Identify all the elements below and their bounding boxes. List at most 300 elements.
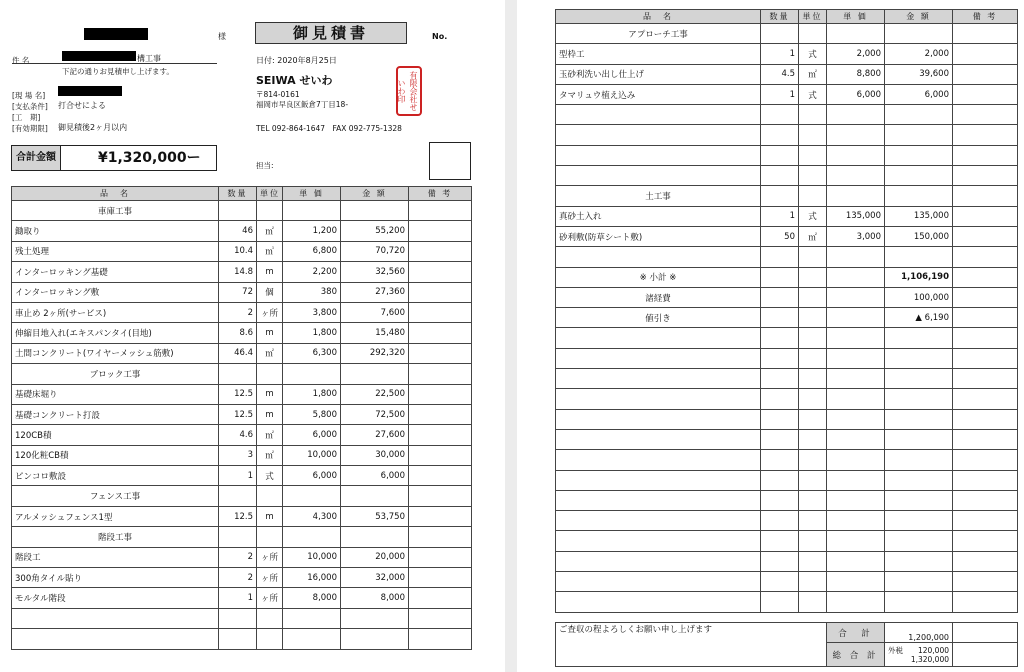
item-qty: 4.5 bbox=[761, 64, 799, 84]
item-name: 砂利敷(防草シート敷) bbox=[556, 226, 761, 246]
item-price bbox=[827, 490, 885, 510]
table-row bbox=[556, 551, 1018, 571]
estimate-page-1 bbox=[0, 0, 505, 672]
item-name: 玉砂利洗い出し仕上げ bbox=[556, 64, 761, 84]
item-amount: 72,500 bbox=[341, 404, 409, 424]
item-remarks bbox=[409, 384, 472, 404]
item-price bbox=[827, 308, 885, 328]
item-remarks bbox=[409, 425, 472, 445]
item-name: 鋤取り bbox=[12, 221, 219, 241]
item-price: 5,800 bbox=[283, 404, 341, 424]
item-remarks bbox=[409, 547, 472, 567]
table-row bbox=[556, 206, 1018, 226]
item-qty bbox=[761, 470, 799, 490]
table-row bbox=[12, 588, 472, 608]
table-row bbox=[556, 348, 1018, 368]
item-amount bbox=[885, 105, 953, 125]
item-price: 8,800 bbox=[827, 64, 885, 84]
total-amount-value: ¥1,320,000ー bbox=[98, 150, 201, 166]
item-remarks bbox=[409, 343, 472, 363]
table-row bbox=[556, 64, 1018, 84]
item-name bbox=[556, 450, 761, 470]
item-price: 1,200 bbox=[283, 221, 341, 241]
item-price bbox=[827, 511, 885, 531]
item-unit bbox=[799, 247, 827, 267]
item-price bbox=[827, 328, 885, 348]
item-price: 6,000 bbox=[827, 84, 885, 104]
item-price bbox=[827, 369, 885, 389]
item-remarks bbox=[953, 470, 1018, 490]
item-name bbox=[556, 125, 761, 145]
item-remarks bbox=[409, 466, 472, 486]
item-remarks bbox=[953, 511, 1018, 531]
item-price bbox=[283, 608, 341, 628]
item-amount: 100,000 bbox=[885, 287, 953, 307]
header-item: 品 名 bbox=[556, 10, 761, 24]
item-name: タマリュウ植え込み bbox=[556, 84, 761, 104]
item-amount: 27,600 bbox=[341, 425, 409, 445]
table-row bbox=[556, 511, 1018, 531]
company-name: SEIWA せいわ bbox=[256, 74, 333, 87]
item-amount bbox=[885, 450, 953, 470]
item-unit bbox=[799, 369, 827, 389]
item-name bbox=[556, 389, 761, 409]
item-remarks bbox=[953, 105, 1018, 125]
item-unit bbox=[799, 429, 827, 449]
item-remarks bbox=[409, 445, 472, 465]
item-remarks bbox=[953, 267, 1018, 287]
item-amount bbox=[341, 201, 409, 221]
document-title: 御見積書 bbox=[255, 22, 407, 44]
item-price bbox=[827, 348, 885, 368]
item-remarks bbox=[953, 206, 1018, 226]
item-qty: 46.4 bbox=[219, 343, 257, 363]
field-validity-label: [有効期限] bbox=[12, 124, 48, 133]
item-name: アルメッシュフェンス1型 bbox=[12, 506, 219, 526]
item-qty bbox=[761, 572, 799, 592]
item-name: 車止め 2ヶ所(サービス) bbox=[12, 302, 219, 322]
item-name: 120化粧CB積 bbox=[12, 445, 219, 465]
item-price bbox=[827, 24, 885, 44]
item-name bbox=[556, 105, 761, 125]
item-remarks bbox=[409, 282, 472, 302]
table-row bbox=[556, 186, 1018, 206]
item-unit: m bbox=[257, 384, 283, 404]
item-unit: m bbox=[257, 404, 283, 424]
header-amount: 金 額 bbox=[885, 10, 953, 24]
item-qty bbox=[219, 527, 257, 547]
item-amount bbox=[885, 490, 953, 510]
item-price: 10,000 bbox=[283, 445, 341, 465]
table-row bbox=[12, 506, 472, 526]
item-unit: 式 bbox=[799, 44, 827, 64]
honorific: 様 bbox=[218, 32, 226, 41]
estimate-table-1 bbox=[11, 186, 472, 650]
item-remarks bbox=[409, 486, 472, 506]
item-remarks bbox=[953, 226, 1018, 246]
item-price bbox=[827, 105, 885, 125]
item-amount: 2,000 bbox=[885, 44, 953, 64]
item-unit bbox=[799, 186, 827, 206]
item-name bbox=[556, 592, 761, 612]
field-site-label: [現 場 名] bbox=[12, 91, 46, 100]
item-name: インターロッキング基礎 bbox=[12, 262, 219, 282]
table-row bbox=[12, 486, 472, 506]
table-row bbox=[556, 84, 1018, 104]
header-price: 単 価 bbox=[827, 10, 885, 24]
item-amount bbox=[885, 24, 953, 44]
estimate-table-2 bbox=[555, 9, 1018, 613]
item-remarks bbox=[953, 531, 1018, 551]
item-qty: 50 bbox=[761, 226, 799, 246]
item-qty: 2 bbox=[219, 547, 257, 567]
company-seal: 有限会社せいわ印 bbox=[396, 66, 422, 116]
item-name: 120CB積 bbox=[12, 425, 219, 445]
item-price bbox=[827, 389, 885, 409]
item-amount bbox=[885, 369, 953, 389]
table-row bbox=[556, 308, 1018, 328]
item-remarks bbox=[409, 404, 472, 424]
item-amount: 32,000 bbox=[341, 568, 409, 588]
item-qty: 1 bbox=[219, 466, 257, 486]
item-unit: ㎡ bbox=[257, 425, 283, 445]
item-name bbox=[556, 409, 761, 429]
item-amount bbox=[885, 429, 953, 449]
item-price bbox=[827, 531, 885, 551]
item-unit: m bbox=[257, 262, 283, 282]
item-amount: 22,500 bbox=[341, 384, 409, 404]
item-amount bbox=[885, 470, 953, 490]
item-qty: 2 bbox=[219, 302, 257, 322]
item-remarks bbox=[409, 241, 472, 261]
item-amount: ▲ 6,190 bbox=[885, 308, 953, 328]
item-unit: ヶ所 bbox=[257, 547, 283, 567]
field-payment-label: [支払条件] bbox=[12, 102, 48, 111]
item-remarks bbox=[953, 166, 1018, 186]
item-price: 1,800 bbox=[283, 384, 341, 404]
item-price bbox=[283, 364, 341, 384]
item-amount bbox=[885, 247, 953, 267]
header-item: 品 名 bbox=[12, 187, 219, 201]
item-name bbox=[556, 429, 761, 449]
estimate-page-2 bbox=[517, 0, 1024, 672]
staff-stamp-box bbox=[429, 142, 471, 180]
table-row bbox=[556, 531, 1018, 551]
item-qty bbox=[761, 490, 799, 510]
item-unit bbox=[257, 527, 283, 547]
estimate-footer bbox=[555, 622, 1018, 667]
company-postal: 〒814-0161 bbox=[256, 90, 300, 99]
item-unit bbox=[799, 105, 827, 125]
item-unit bbox=[257, 364, 283, 384]
item-unit: 式 bbox=[799, 206, 827, 226]
item-name bbox=[556, 470, 761, 490]
item-remarks bbox=[409, 221, 472, 241]
item-qty bbox=[761, 328, 799, 348]
item-remarks bbox=[409, 568, 472, 588]
item-unit: ヶ所 bbox=[257, 568, 283, 588]
item-remarks bbox=[953, 125, 1018, 145]
item-price: 135,000 bbox=[827, 206, 885, 226]
item-amount bbox=[885, 592, 953, 612]
table-row bbox=[12, 302, 472, 322]
item-price bbox=[283, 629, 341, 649]
item-unit bbox=[799, 592, 827, 612]
table-row bbox=[556, 125, 1018, 145]
header-unit: 単位 bbox=[257, 187, 283, 201]
item-price: 16,000 bbox=[283, 568, 341, 588]
item-unit bbox=[799, 450, 827, 470]
table-row bbox=[12, 466, 472, 486]
item-qty bbox=[761, 186, 799, 206]
item-name: インターロッキング敷 bbox=[12, 282, 219, 302]
item-qty bbox=[761, 145, 799, 165]
item-remarks bbox=[953, 389, 1018, 409]
table-row bbox=[12, 201, 472, 221]
table-row bbox=[556, 429, 1018, 449]
item-unit: 式 bbox=[257, 466, 283, 486]
item-unit: 個 bbox=[257, 282, 283, 302]
table-row bbox=[12, 425, 472, 445]
redacted-site-name bbox=[58, 86, 122, 96]
item-unit: ヶ所 bbox=[257, 302, 283, 322]
item-qty bbox=[761, 409, 799, 429]
item-remarks bbox=[953, 551, 1018, 571]
table-row bbox=[556, 592, 1018, 612]
item-amount: 7,600 bbox=[341, 302, 409, 322]
closing-note: ご査収の程よろしくお願い申し上げます bbox=[556, 623, 827, 667]
item-qty: 72 bbox=[219, 282, 257, 302]
item-amount: 32,560 bbox=[341, 262, 409, 282]
item-unit bbox=[799, 572, 827, 592]
company-phone: TEL 092-864-1647 FAX 092-775-1328 bbox=[256, 124, 402, 133]
item-name: フェンス工事 bbox=[12, 486, 219, 506]
item-unit bbox=[799, 511, 827, 531]
item-amount bbox=[885, 511, 953, 531]
item-qty bbox=[219, 201, 257, 221]
item-unit: ㎡ bbox=[257, 221, 283, 241]
item-amount bbox=[885, 125, 953, 145]
item-price: 6,000 bbox=[283, 425, 341, 445]
item-remarks bbox=[953, 348, 1018, 368]
item-name: ※ 小計 ※ bbox=[556, 267, 761, 287]
item-qty bbox=[761, 125, 799, 145]
item-amount: 1,106,190 bbox=[885, 267, 953, 287]
item-name: 値引き bbox=[556, 308, 761, 328]
item-qty: 8.6 bbox=[219, 323, 257, 343]
item-qty bbox=[761, 247, 799, 267]
item-price bbox=[283, 486, 341, 506]
item-unit bbox=[799, 389, 827, 409]
item-remarks bbox=[953, 247, 1018, 267]
item-name bbox=[556, 348, 761, 368]
project-label: 件 名 bbox=[12, 56, 30, 65]
grand-total-cell bbox=[885, 643, 953, 667]
item-price: 380 bbox=[283, 282, 341, 302]
item-remarks bbox=[953, 429, 1018, 449]
item-unit bbox=[257, 629, 283, 649]
table-row bbox=[556, 389, 1018, 409]
item-amount bbox=[885, 145, 953, 165]
table-row bbox=[556, 247, 1018, 267]
table-row bbox=[12, 262, 472, 282]
item-remarks bbox=[953, 308, 1018, 328]
item-remarks bbox=[953, 409, 1018, 429]
item-price bbox=[827, 429, 885, 449]
item-price: 4,300 bbox=[283, 506, 341, 526]
item-remarks bbox=[953, 24, 1018, 44]
table-row bbox=[12, 527, 472, 547]
item-price bbox=[827, 592, 885, 612]
item-amount bbox=[885, 328, 953, 348]
item-unit bbox=[799, 125, 827, 145]
item-price: 8,000 bbox=[283, 588, 341, 608]
item-remarks bbox=[409, 201, 472, 221]
item-remarks bbox=[409, 506, 472, 526]
table-row bbox=[556, 44, 1018, 64]
item-name: モルタル階段 bbox=[12, 588, 219, 608]
item-amount: 292,320 bbox=[341, 343, 409, 363]
item-remarks bbox=[953, 328, 1018, 348]
tax-label: 外税 bbox=[888, 645, 903, 655]
table-row bbox=[556, 450, 1018, 470]
table-row bbox=[556, 470, 1018, 490]
item-name bbox=[556, 247, 761, 267]
item-name bbox=[556, 511, 761, 531]
item-qty: 4.6 bbox=[219, 425, 257, 445]
grand-total-label: 総 合 計 bbox=[827, 643, 885, 667]
item-amount bbox=[885, 572, 953, 592]
table-row bbox=[12, 445, 472, 465]
staff-label: 担当: bbox=[256, 161, 274, 170]
table-row bbox=[12, 221, 472, 241]
item-name: 基礎コンクリート打設 bbox=[12, 404, 219, 424]
item-unit bbox=[799, 166, 827, 186]
item-qty bbox=[761, 389, 799, 409]
item-name: ブロック工事 bbox=[12, 364, 219, 384]
item-unit: ㎥ bbox=[257, 241, 283, 261]
item-qty: 12.5 bbox=[219, 506, 257, 526]
item-unit: ㎡ bbox=[257, 445, 283, 465]
intro-line: 下記の通りお見積申し上げます。 bbox=[62, 67, 174, 76]
item-qty bbox=[219, 364, 257, 384]
item-name bbox=[556, 369, 761, 389]
header-amount: 金 額 bbox=[341, 187, 409, 201]
item-name bbox=[556, 551, 761, 571]
item-price bbox=[283, 527, 341, 547]
item-qty bbox=[761, 592, 799, 612]
item-amount bbox=[885, 348, 953, 368]
item-remarks bbox=[409, 323, 472, 343]
item-amount bbox=[341, 527, 409, 547]
item-unit: ヶ所 bbox=[257, 588, 283, 608]
table-row bbox=[556, 409, 1018, 429]
item-amount bbox=[885, 551, 953, 571]
field-validity-value: 御見積後2ヶ月以内 bbox=[58, 123, 128, 132]
item-qty bbox=[761, 511, 799, 531]
item-qty bbox=[761, 166, 799, 186]
header-remarks: 備 考 bbox=[409, 187, 472, 201]
item-qty bbox=[219, 486, 257, 506]
item-remarks bbox=[953, 592, 1018, 612]
item-price bbox=[827, 166, 885, 186]
item-unit bbox=[799, 328, 827, 348]
item-name: 階段工 bbox=[12, 547, 219, 567]
item-price: 6,800 bbox=[283, 241, 341, 261]
item-qty: 12.5 bbox=[219, 404, 257, 424]
item-amount bbox=[885, 409, 953, 429]
item-price bbox=[283, 201, 341, 221]
header-unit: 単位 bbox=[799, 10, 827, 24]
item-amount bbox=[341, 629, 409, 649]
item-amount: 30,000 bbox=[341, 445, 409, 465]
item-remarks bbox=[953, 369, 1018, 389]
field-payment-value: 打合せによる bbox=[58, 101, 106, 110]
item-unit bbox=[257, 608, 283, 628]
item-price bbox=[827, 125, 885, 145]
item-qty bbox=[219, 629, 257, 649]
table-row bbox=[556, 105, 1018, 125]
item-name bbox=[556, 490, 761, 510]
item-qty bbox=[761, 531, 799, 551]
item-qty: 1 bbox=[219, 588, 257, 608]
item-amount: 6,000 bbox=[885, 84, 953, 104]
header-price: 単 価 bbox=[283, 187, 341, 201]
item-name: 型枠工 bbox=[556, 44, 761, 64]
item-name bbox=[556, 145, 761, 165]
item-qty: 10.4 bbox=[219, 241, 257, 261]
item-qty: 1 bbox=[761, 206, 799, 226]
item-name: 土間コンクリート(ワイヤーメッシュ筋敷) bbox=[12, 343, 219, 363]
item-name: アプローチ工事 bbox=[556, 24, 761, 44]
item-name bbox=[12, 608, 219, 628]
table-row bbox=[556, 572, 1018, 592]
table-row bbox=[12, 241, 472, 261]
item-name: 300角タイル貼り bbox=[12, 568, 219, 588]
item-qty: 14.8 bbox=[219, 262, 257, 282]
total-amount-label: 合計金額 bbox=[12, 146, 61, 170]
table-row bbox=[556, 166, 1018, 186]
item-qty bbox=[761, 24, 799, 44]
item-price: 3,000 bbox=[827, 226, 885, 246]
item-remarks bbox=[953, 84, 1018, 104]
tax-line bbox=[888, 646, 949, 655]
item-price bbox=[827, 551, 885, 571]
table-row bbox=[12, 608, 472, 628]
item-price bbox=[827, 145, 885, 165]
item-remarks bbox=[953, 287, 1018, 307]
table-row bbox=[12, 323, 472, 343]
item-qty: 1 bbox=[761, 44, 799, 64]
item-qty bbox=[761, 348, 799, 368]
item-name: 階段工事 bbox=[12, 527, 219, 547]
subtotal-label: 合 計 bbox=[827, 623, 885, 643]
item-amount bbox=[885, 389, 953, 409]
table-row bbox=[12, 282, 472, 302]
item-remarks bbox=[409, 588, 472, 608]
item-unit: ㎡ bbox=[799, 226, 827, 246]
item-name bbox=[556, 531, 761, 551]
item-qty: 3 bbox=[219, 445, 257, 465]
item-name: 諸経費 bbox=[556, 287, 761, 307]
item-amount: 70,720 bbox=[341, 241, 409, 261]
table-row bbox=[12, 568, 472, 588]
item-amount: 135,000 bbox=[885, 206, 953, 226]
table-row bbox=[556, 24, 1018, 44]
item-name: ピンコロ敷設 bbox=[12, 466, 219, 486]
item-name: 土工事 bbox=[556, 186, 761, 206]
item-price: 1,800 bbox=[283, 323, 341, 343]
